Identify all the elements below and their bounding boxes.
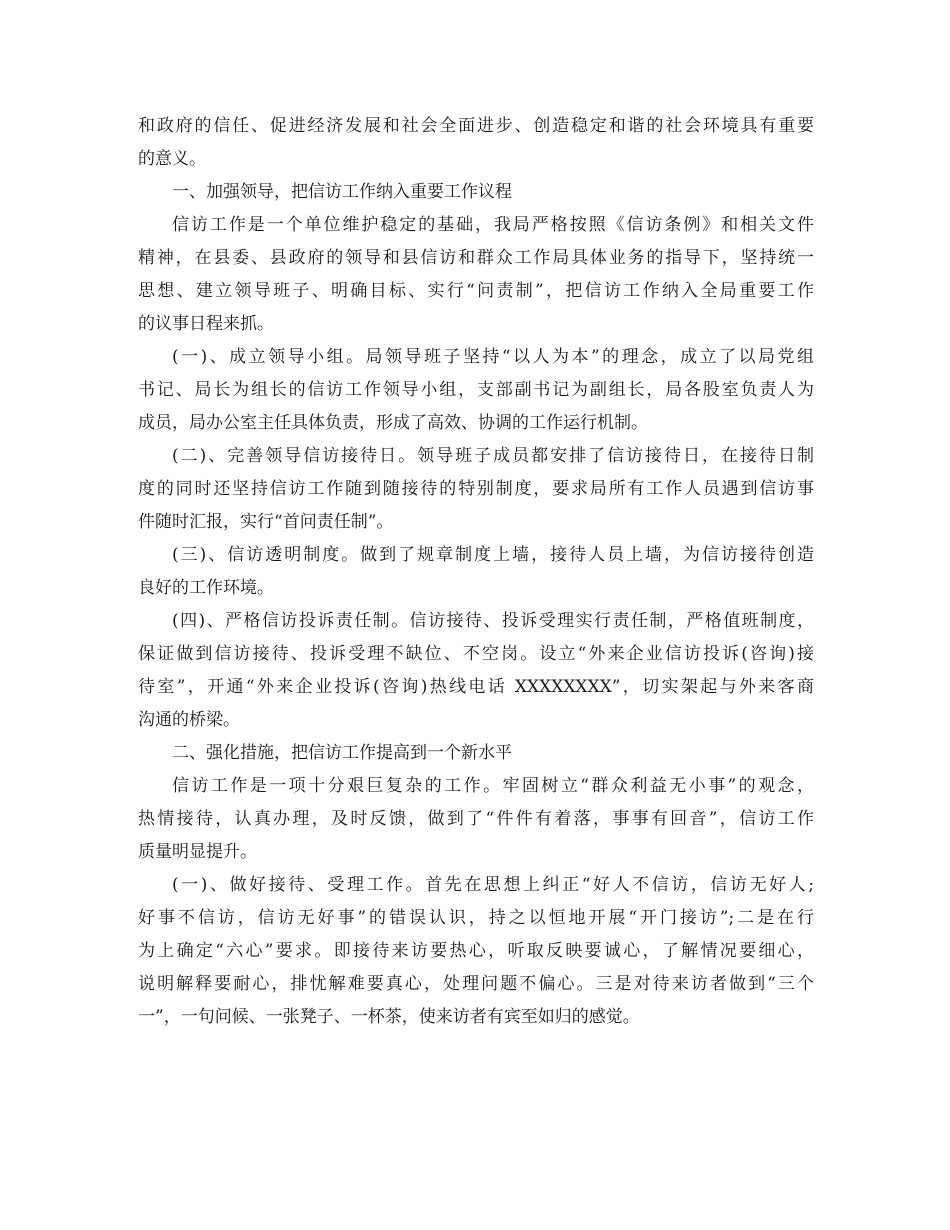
document-page xyxy=(138,110,814,1034)
text-line: 信访工作是一项十分艰巨复杂的工作。牢固树立“群众利益无小事”的观念， xyxy=(172,776,814,796)
text-line: 良好的工作环境。 xyxy=(138,578,274,598)
text-line: (一)、做好接待、受理工作。首先在思想上纠正“好人不信访，信访无好人; xyxy=(172,875,814,895)
text-line: 一”，一句问候、一张凳子、一杯茶，使来访者有宾至如归的感觉。 xyxy=(138,1007,640,1027)
text-line: 保证做到信访接待、投诉受理不缺位、不空岗。设立“外来企业信访投诉(咨询)接 xyxy=(138,644,814,664)
text-line: 思想、建立领导班子、明确目标、实行“问责制”，把信访工作纳入全局重要工作 xyxy=(138,281,814,301)
text-line: 质量明显提升。 xyxy=(138,842,257,862)
text-line: 待室”，开通“外来企业投诉(咨询)热线电话 XXXXXXXX”，切实架起与外来客商 xyxy=(138,677,814,697)
text-line: (一)、成立领导小组。局领导班子坚持“以人为本”的理念，成立了以局党组 xyxy=(172,347,814,367)
text-line: 二、强化措施，把信访工作提高到一个新水平 xyxy=(172,743,512,763)
text-line: 书记、局长为组长的信访工作领导小组，支部副书记为副组长，局各股室负责人为 xyxy=(138,380,814,400)
text-line: (四)、严格信访投诉责任制。信访接待、投诉受理实行责任制，严格值班制度， xyxy=(172,611,814,631)
text-line: 一、加强领导，把信访工作纳入重要工作议程 xyxy=(172,182,512,202)
text-line: 热情接待，认真办理，及时反馈，做到了“件件有着落，事事有回音”，信访工作 xyxy=(138,809,814,829)
text-line: 件随时汇报，实行“首问责任制”。 xyxy=(138,512,394,532)
text-line: 的议事日程来抓。 xyxy=(138,314,274,334)
text-line: 度的同时还坚持信访工作随到随接待的特别制度，要求局所有工作人员遇到信访事 xyxy=(138,479,814,499)
text-line: 好事不信访，信访无好事”的错误认识，持之以恒地开展“开门接访”;二是在行 xyxy=(138,908,814,928)
text-line: (二)、完善领导信访接待日。领导班子成员都安排了信访接待日，在接待日制 xyxy=(172,446,814,466)
text-line: 信访工作是一个单位维护稳定的基础，我局严格按照《信访条例》和相关文件 xyxy=(172,215,814,235)
text-line: 说明解释要耐心，排忧解难要真心，处理问题不偏心。三是对待来访者做到“三个 xyxy=(138,974,814,994)
text-line: 沟通的桥梁。 xyxy=(138,710,240,730)
text-line: 和政府的信任、促进经济发展和社会全面进步、创造稳定和谐的社会环境具有重要 xyxy=(138,116,814,136)
text-line: 的意义。 xyxy=(138,149,206,169)
text-line: (三)、信访透明制度。做到了规章制度上墙，接待人员上墙，为信访接待创造 xyxy=(172,545,814,565)
text-line: 为上确定“六心”要求。即接待来访要热心，听取反映要诚心，了解情况要细心， xyxy=(138,941,814,961)
text-line: 成员，局办公室主任具体负责，形成了高效、协调的工作运行机制。 xyxy=(138,413,648,433)
text-line: 精神，在县委、县政府的领导和县信访和群众工作局具体业务的指导下，坚持统一 xyxy=(138,248,814,268)
